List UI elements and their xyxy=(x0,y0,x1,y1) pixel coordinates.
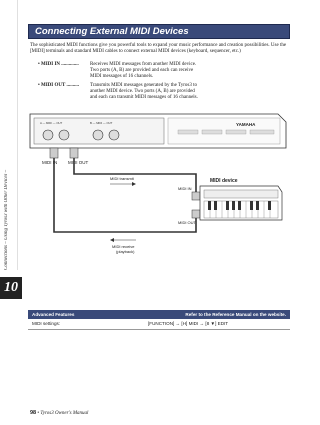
midi-device xyxy=(200,178,282,220)
midi-settings-row xyxy=(28,319,290,330)
midi-port-b-out xyxy=(109,130,119,140)
midi-out-left-label: MIDI OUT xyxy=(68,160,89,165)
port-b-label: B — MIDI — OUT xyxy=(90,121,113,125)
manual-title: Tyros3 Owner's Manual xyxy=(40,411,89,416)
definition-description: Transmits MIDI messages generated by the Tyros3 to another MIDI device. Two ports (A, B) are provided and each can transmit MIDI messages of 16 channels. xyxy=(90,82,198,101)
receive-arrow xyxy=(110,238,136,254)
midi-in-right-label: MIDI IN xyxy=(178,186,192,191)
midi-port-b-in xyxy=(93,130,103,140)
brand-logo: YAMAHA xyxy=(236,122,256,127)
definition-term: • MIDI OUT .......... xyxy=(38,82,79,88)
midi-receive-label: MIDI receive xyxy=(112,244,135,249)
midi-out-right-label: MIDI OUT xyxy=(178,220,196,225)
cable-receive xyxy=(54,158,196,232)
midi-connection-diagram xyxy=(28,108,290,293)
advanced-features-title: Advanced Features xyxy=(32,312,75,317)
chapter-number: 10 xyxy=(0,277,22,299)
definition-description: Receives MIDI messages from another MIDI device. Two ports (A, B) are provided and each can receive MIDI messages of 16 channels. xyxy=(90,62,197,80)
page-footer xyxy=(30,410,88,416)
midi-port-a-out xyxy=(59,130,69,140)
midi-settings-path: [FUNCTION] → [H] MIDI → [8 ▼] EDIT xyxy=(148,321,229,326)
section-heading xyxy=(28,24,290,39)
footer-bullet: • xyxy=(37,411,40,416)
left-plugs xyxy=(42,148,88,165)
definition-list xyxy=(38,62,288,103)
definition-term: • MIDI IN .............. xyxy=(38,62,79,67)
definition-midi-in xyxy=(38,62,288,81)
transmit-arrow xyxy=(110,176,136,186)
playback-label: (playback) xyxy=(116,249,135,254)
reference-manual-note: Refer to the Reference Manual on the website. xyxy=(185,312,286,317)
tyros3-rear-panel xyxy=(30,114,286,148)
definition-midi-out xyxy=(38,83,288,102)
chapter-tab-text: Connections – Using Tyros3 with Other Devices – xyxy=(4,169,9,270)
page-number: 98 xyxy=(30,410,37,416)
advanced-features-header xyxy=(28,310,290,319)
section-title: Connecting External MIDI Devices xyxy=(35,26,189,37)
midi-transmit-label: MIDI transmit xyxy=(110,176,134,181)
midi-port-a-in xyxy=(43,130,53,140)
midi-settings-label: MIDI settings: xyxy=(32,321,61,326)
midi-device-label: MIDI device xyxy=(210,178,238,184)
intro-paragraph: The sophisticated MIDI functions give you powerful tools to expand your music performance and creation possibilities. Use the [MIDI] terminals and standard MIDI cables to connect external MIDI devices (keyboard, sequencer, etc.) xyxy=(30,43,287,55)
midi-in-left-label: MIDI IN xyxy=(42,160,58,165)
advanced-features-box xyxy=(28,310,290,332)
port-a-label: A — MIDI — OUT xyxy=(40,121,63,125)
chapter-tab xyxy=(0,0,17,425)
